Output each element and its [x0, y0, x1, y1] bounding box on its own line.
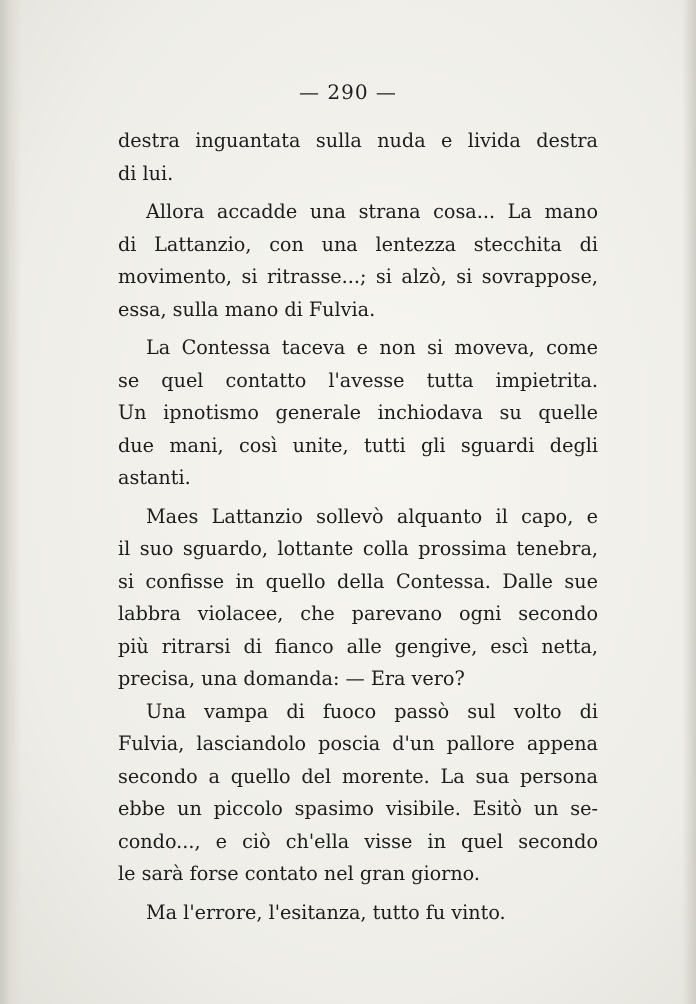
text-line: Maes Lattanzio sollevò alquanto il capo, e	[146, 504, 598, 528]
text-line: La Contessa taceva e non si moveva, come	[146, 336, 598, 359]
text-line: Ma l'errore, l'esitanza, tutto fu vinto.	[146, 900, 506, 924]
text-line: se quel contatto l'avesse tutta impietrita.	[118, 368, 598, 392]
text-line: labbra violacee, che parevano ogni secondo	[118, 602, 598, 625]
text-line: Una vampa di fuoco passò sul volto di	[146, 699, 598, 723]
text-line: ebbe un piccolo spasimo visibile. Esitò un se-	[118, 797, 598, 820]
text-line: di lui.	[118, 161, 174, 185]
text-line: si confisse in quello della Contessa. Dalle sue	[118, 569, 598, 593]
text-line: condo..., e ciò ch'ella visse in quel secondo	[118, 829, 598, 853]
page-edge-shadow-right	[682, 0, 696, 1004]
text-line: Fulvia, lasciandolo poscia d'un pallore appena	[118, 732, 598, 755]
text-line: essa, sulla mano di Fulvia.	[118, 297, 376, 321]
text-line: secondo a quello del morente. La sua persona	[118, 764, 598, 788]
text-line: precisa, una domanda: — Era vero?	[118, 667, 465, 690]
page-number: — 290 —	[299, 80, 397, 104]
text-line: destra inguantata sulla nuda e livida destra	[118, 129, 598, 152]
text-line: astanti.	[118, 466, 191, 489]
text-line: di Lattanzio, con una lentezza stecchita di	[118, 232, 598, 256]
text-line: movimento, si ritrasse...; si alzò, si sovrappose,	[118, 265, 598, 288]
text-line: Allora accadde una strana cosa... La mano	[146, 200, 598, 223]
text-line: le sarà forse contato nel gran giorno.	[118, 862, 480, 885]
text-line: Un ipnotismo generale inchiodava su quelle	[118, 401, 598, 424]
text-line: più ritrarsi di fianco alle gengive, escì netta,	[118, 634, 598, 658]
text-line: il suo sguardo, lottante colla prossima tenebra,	[118, 537, 598, 560]
text-line: due mani, così unite, tutti gli sguardi degli	[118, 433, 598, 457]
page-edge-shadow-left	[0, 0, 22, 1004]
body-text	[118, 125, 598, 929]
